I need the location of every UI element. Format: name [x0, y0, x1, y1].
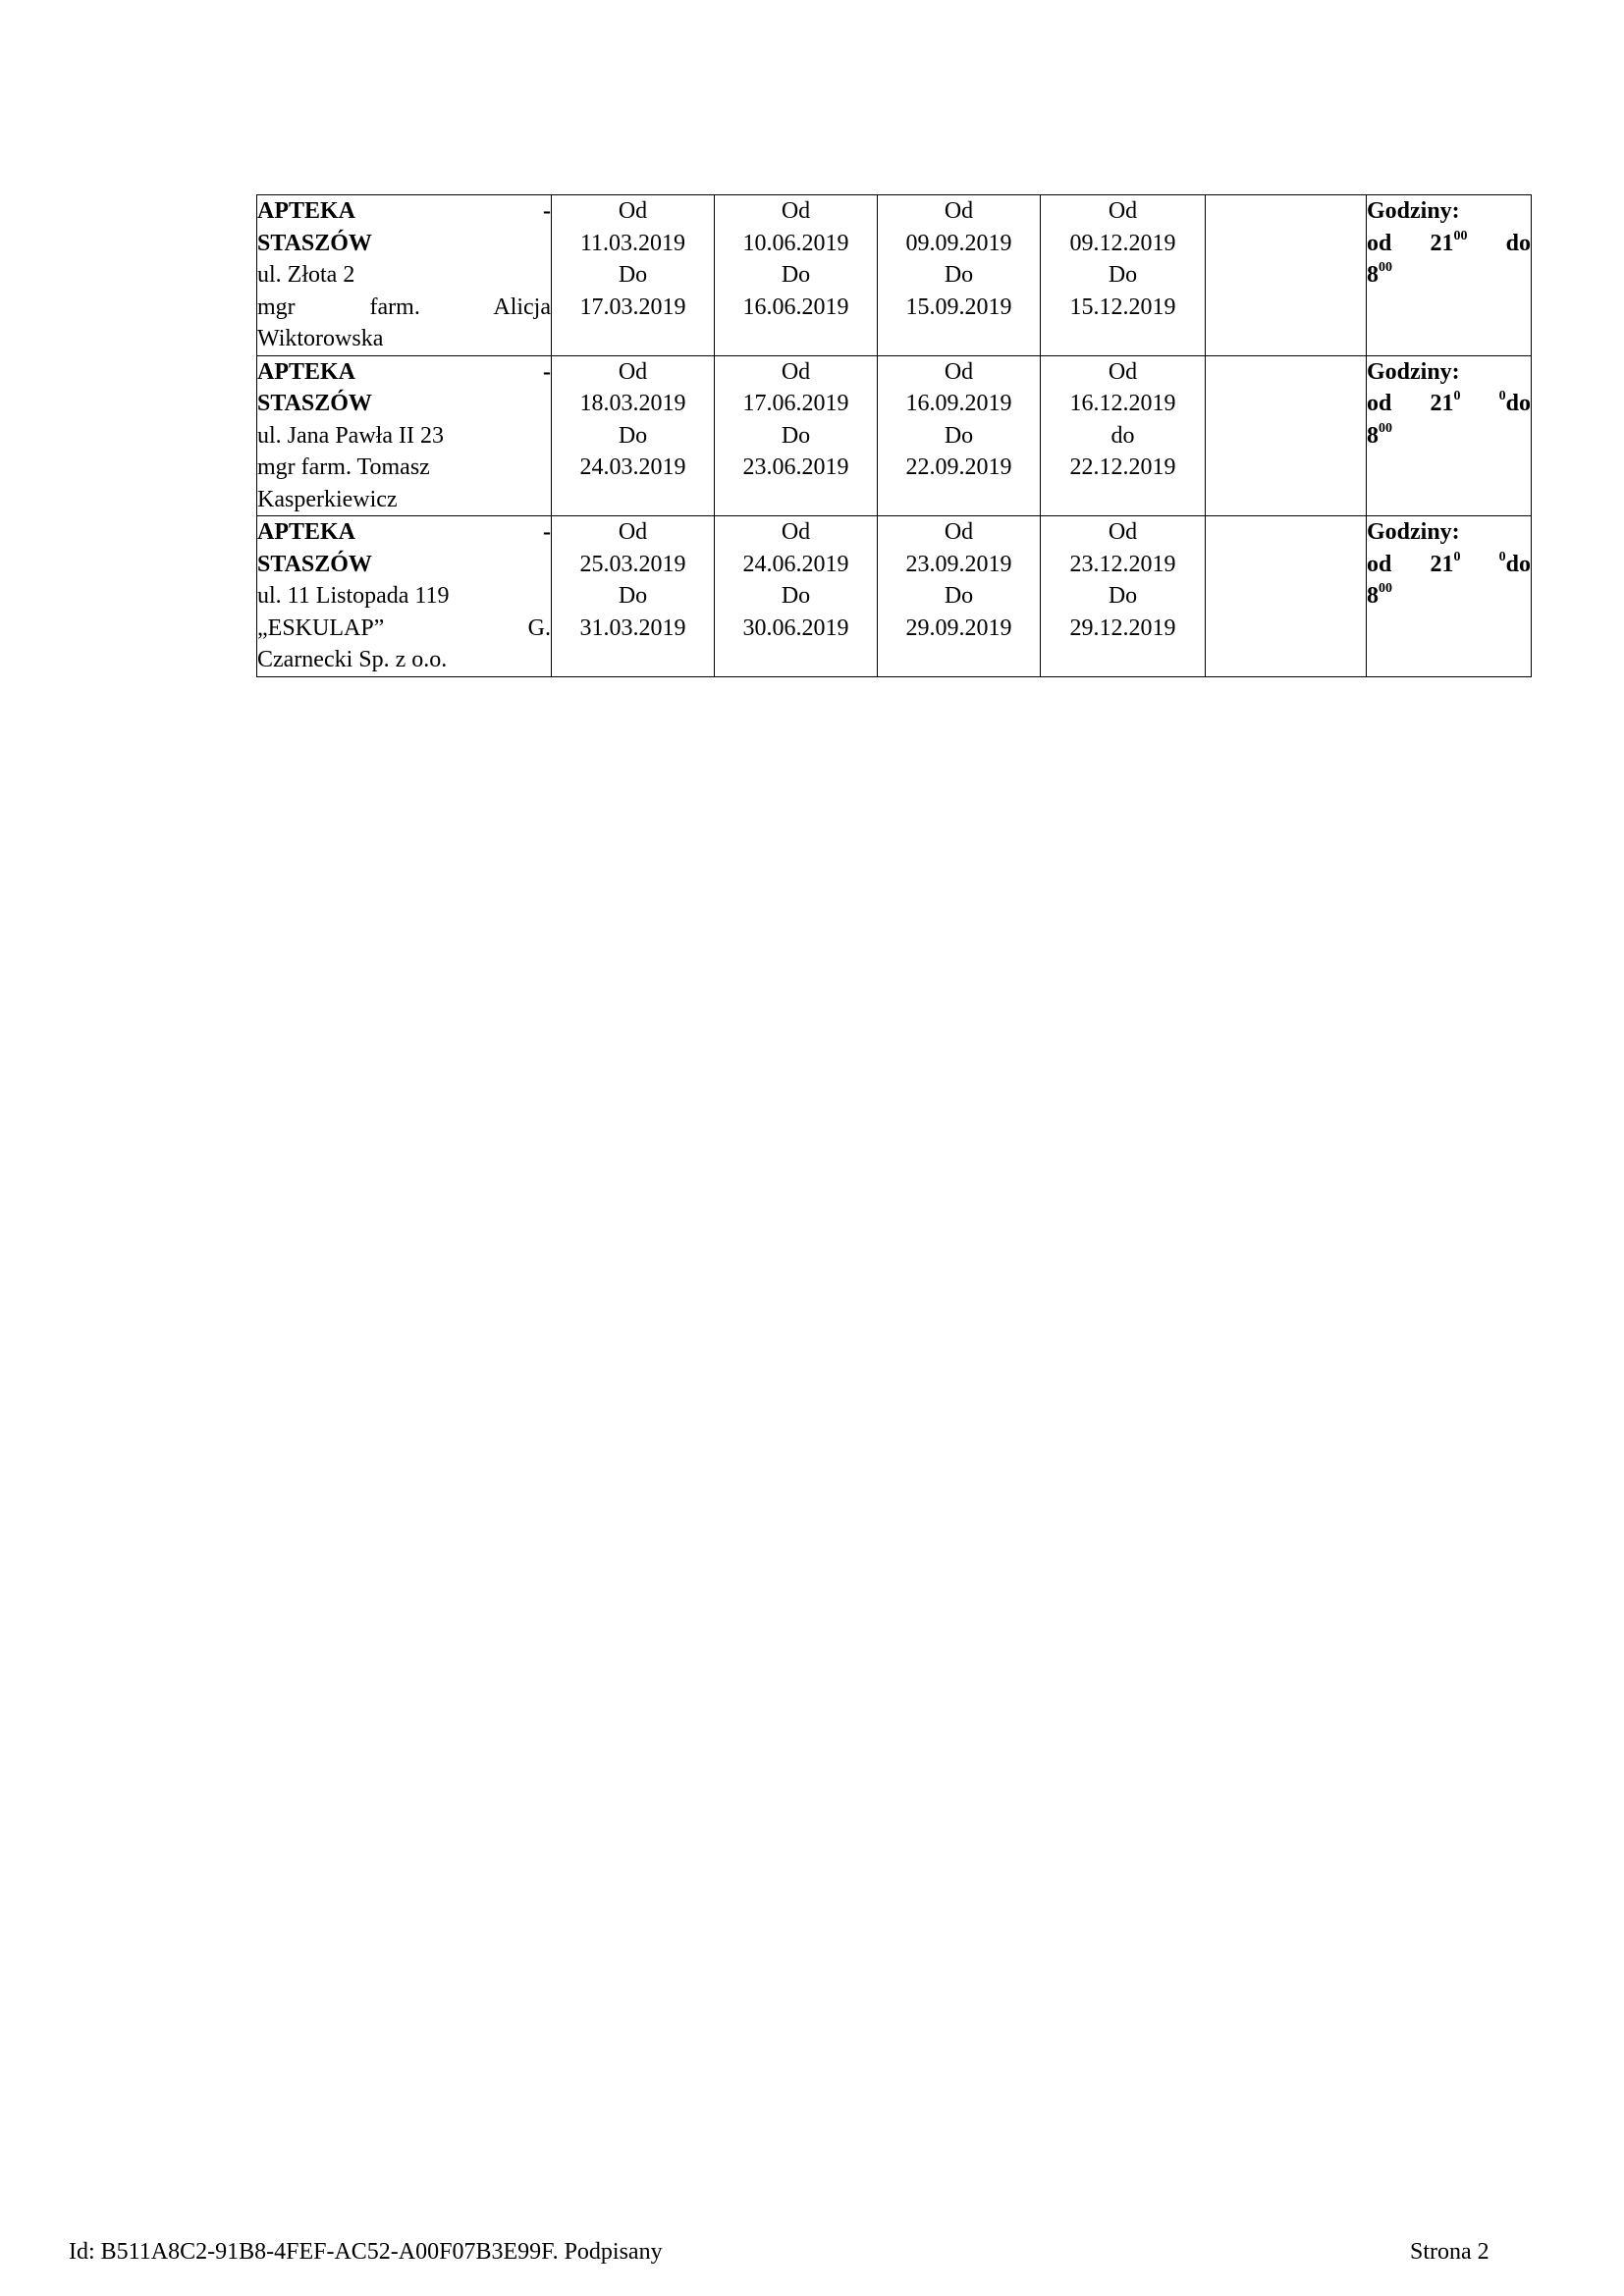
- hours-end: $8^{00}$: [1367, 420, 1392, 449]
- hours-cell: [1367, 516, 1532, 677]
- period-cell: Od 24.06.2019 Do 30.06.2019: [715, 516, 878, 677]
- table-row: [257, 355, 1532, 516]
- pharmacy-address: ul. Złota 2: [257, 262, 355, 288]
- period-cell: Od 16.09.2019 Do 22.09.2019: [878, 355, 1041, 516]
- pharmacy-cell: [257, 516, 552, 677]
- period-cell: Od 17.06.2019 Do 23.06.2019: [715, 355, 878, 516]
- pharmacy-dash: -: [543, 358, 551, 385]
- pharmacy-duty-table: [256, 194, 1532, 677]
- pharmacy-address: ul. 11 Listopada 119: [257, 583, 450, 609]
- period-cell: Od 10.06.2019 Do 16.06.2019: [715, 195, 878, 356]
- hours-title: Godziny:: [1367, 519, 1460, 545]
- hours-line: od $21^0$ $^0$do: [1367, 389, 1531, 416]
- period-cell: Od 11.03.2019 Do 17.03.2019: [552, 195, 715, 356]
- pharmacy-person-line: mgr farm. Alicja: [257, 294, 551, 320]
- pharmacy-city: STASZÓW: [257, 230, 372, 256]
- period-cell: Od 23.09.2019 Do 29.09.2019: [878, 516, 1041, 677]
- pharmacy-city: STASZÓW: [257, 551, 372, 577]
- period-cell: Od 25.03.2019 Do 31.03.2019: [552, 516, 715, 677]
- hours-title: Godziny:: [1367, 198, 1460, 224]
- document-id-footer: Id: B511A8C2-91B8-4FEF-AC52-A00F07B3E99F. Podpisany: [69, 2239, 663, 2265]
- period-cell: Od 09.09.2019 Do 15.09.2019: [878, 195, 1041, 356]
- pharmacy-city: STASZÓW: [257, 391, 372, 416]
- pharmacy-dash: -: [543, 519, 551, 545]
- hours-line: od $21^0$ $^0$do: [1367, 549, 1531, 577]
- pharmacy-name: APTEKA: [257, 198, 356, 224]
- empty-cell: [1206, 516, 1367, 677]
- pharmacy-person-tail: Czarnecki Sp. z o.o.: [257, 647, 448, 672]
- empty-cell: [1206, 195, 1367, 356]
- hours-cell: [1367, 355, 1532, 516]
- hours-cell: [1367, 195, 1532, 356]
- period-cell: Od 23.12.2019 Do 29.12.2019: [1041, 516, 1206, 677]
- hours-title: Godziny:: [1367, 358, 1460, 385]
- pharmacy-dash: -: [543, 198, 551, 224]
- period-cell: Od 09.12.2019 Do 15.12.2019: [1041, 195, 1206, 356]
- hours-end: $8^{00}$: [1367, 581, 1392, 609]
- period-cell: Od 16.12.2019 do 22.12.2019: [1041, 355, 1206, 516]
- pharmacy-person-line: „ESKULAP” G.: [257, 614, 551, 641]
- pharmacy-person-tail: Kasperkiewicz: [257, 486, 398, 512]
- hours-end: $8^{00}$: [1367, 260, 1392, 288]
- empty-cell: [1206, 355, 1367, 516]
- table-row: [257, 195, 1532, 356]
- hours-line: od $21^{00}$ do: [1367, 228, 1531, 256]
- pharmacy-address: ul. Jana Pawła II 23: [257, 422, 444, 449]
- table-row: [257, 516, 1532, 677]
- pharmacy-person-line: mgr farm. Tomasz: [257, 454, 430, 480]
- pharmacy-person-tail: Wiktorowska: [257, 326, 384, 351]
- page-number: Strona 2: [1410, 2239, 1489, 2265]
- period-cell: Od 18.03.2019 Do 24.03.2019: [552, 355, 715, 516]
- pharmacy-cell: [257, 195, 552, 356]
- pharmacy-name: APTEKA: [257, 358, 356, 385]
- pharmacy-cell: [257, 355, 552, 516]
- pharmacy-name: APTEKA: [257, 519, 356, 545]
